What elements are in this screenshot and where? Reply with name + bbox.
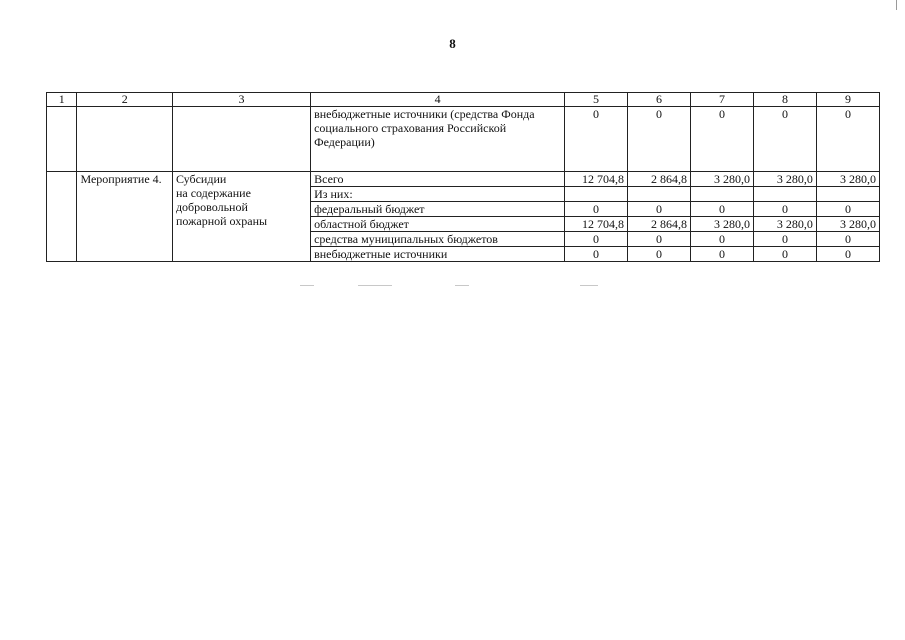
value-cell <box>628 187 691 202</box>
value-cell: 0 <box>565 232 628 247</box>
empty-cell <box>47 172 77 262</box>
column-number: 5 <box>565 93 628 107</box>
column-number: 9 <box>816 93 879 107</box>
value-cell: 0 <box>753 232 816 247</box>
scan-artifact <box>580 285 598 286</box>
column-number: 8 <box>753 93 816 107</box>
value-cell: 0 <box>690 202 753 217</box>
value-cell: 0 <box>628 202 691 217</box>
value-cell: 3 280,0 <box>690 217 753 232</box>
value-cell: 0 <box>816 202 879 217</box>
value-cell: 3 280,0 <box>690 172 753 187</box>
column-number: 3 <box>172 93 310 107</box>
value-cell: 0 <box>816 232 879 247</box>
value-cell: 0 <box>816 247 879 262</box>
value-cell: 0 <box>690 232 753 247</box>
column-number: 6 <box>628 93 691 107</box>
value-cell: 3 280,0 <box>753 172 816 187</box>
value-cell: 0 <box>753 107 816 172</box>
funding-source-cell: Из них: <box>311 187 565 202</box>
value-cell: 0 <box>628 107 691 172</box>
value-cell: 12 704,8 <box>565 172 628 187</box>
funding-source-cell: внебюджетные источники (средства Фонда социального страхования Российской Федерации) <box>311 107 565 172</box>
scan-artifact <box>358 285 392 286</box>
continued-row <box>47 107 880 172</box>
value-cell: 0 <box>753 202 816 217</box>
value-cell: 0 <box>565 107 628 172</box>
page-number: 8 <box>449 36 456 51</box>
column-number: 1 <box>47 93 77 107</box>
funding-source-cell: Всего <box>311 172 565 187</box>
empty-cell <box>172 107 310 172</box>
empty-cell <box>77 107 172 172</box>
value-cell: 0 <box>565 202 628 217</box>
column-number-header-row <box>47 93 880 107</box>
value-cell: 0 <box>690 107 753 172</box>
scan-edge-mark <box>896 0 897 10</box>
value-cell: 0 <box>628 232 691 247</box>
value-cell: 0 <box>753 247 816 262</box>
column-number: 2 <box>77 93 172 107</box>
empty-cell <box>47 107 77 172</box>
value-cell: 0 <box>628 247 691 262</box>
funding-source-cell: областной бюджет <box>311 217 565 232</box>
funding-source-cell: федеральный бюджет <box>311 202 565 217</box>
value-cell: 2 864,8 <box>628 217 691 232</box>
value-cell: 0 <box>565 247 628 262</box>
value-cell <box>690 187 753 202</box>
scan-artifact <box>300 285 314 286</box>
value-cell: 0 <box>690 247 753 262</box>
value-cell: 2 864,8 <box>628 172 691 187</box>
value-cell: 3 280,0 <box>753 217 816 232</box>
value-cell <box>816 187 879 202</box>
budget-table <box>46 92 880 262</box>
column-number: 4 <box>311 93 565 107</box>
value-cell <box>753 187 816 202</box>
scan-artifact <box>455 285 469 286</box>
value-cell: 3 280,0 <box>816 217 879 232</box>
value-cell <box>565 187 628 202</box>
measure-name-cell: Мероприятие 4. <box>77 172 172 262</box>
column-number: 7 <box>690 93 753 107</box>
measure-row-total <box>47 172 880 187</box>
value-cell: 12 704,8 <box>565 217 628 232</box>
funding-source-cell: средства муниципальных бюджетов <box>311 232 565 247</box>
measure-description-cell: Субсидии на содержание добровольной пожарной охраны <box>172 172 310 262</box>
funding-source-cell: внебюджетные источники <box>311 247 565 262</box>
value-cell: 3 280,0 <box>816 172 879 187</box>
value-cell: 0 <box>816 107 879 172</box>
